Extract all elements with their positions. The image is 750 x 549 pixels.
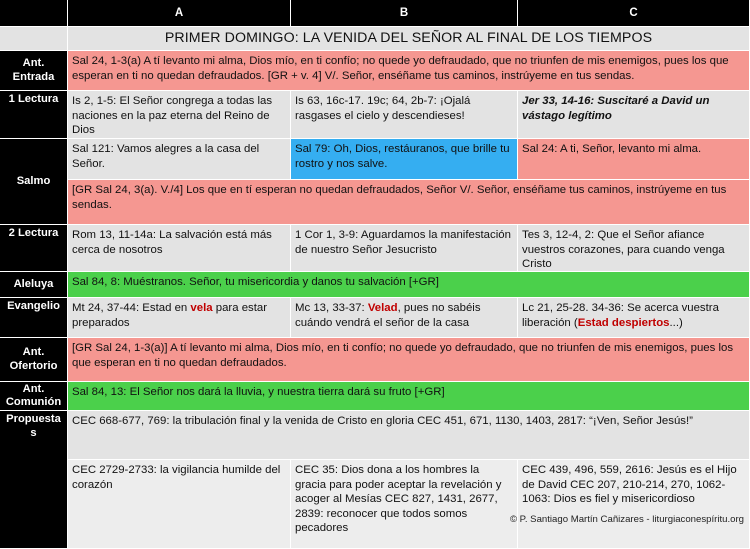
row-label-lectura1: 1 Lectura [0,91,68,139]
row-label-salmo: Salmo [0,139,68,225]
aleluya-text[interactable]: Sal 84, 8: Muéstranos. Señor, tu misericordia y danos tu salvación [+GR] [68,272,750,298]
row-label-ant-comunion: Ant. Comunión [0,382,68,411]
propuestas-general[interactable]: CEC 668-677, 769: la tribulación final y la venida de Cristo en gloria CEC 451, 671, 1130, 1403, 2817: “¡Ven, Señor Jesús!” [68,411,750,460]
copyright-credit: © P. Santiago Martín Cañizares - liturgiaconespíritu.org [509,514,744,525]
row-label-propuestas: Propuesta s [0,411,68,549]
lectura1-b[interactable]: Is 63, 16c-17. 19c; 64, 2b-7: ¡Ojalá rasgases el cielo y descendieses! [291,91,518,139]
ant-ofertorio-text[interactable]: [GR Sal 24, 1-3(a)] A tí levanto mi alma, Dios mío, en ti confío; no quede yo defraudado, que no triunfen de mis enemigos, pues los que esperan en ti no quedan defraudados. [68,338,750,382]
evangelio-b-highlight: Velad [367,302,398,314]
evangelio-a-text: Mt 24, 37-44: Estad en [72,302,191,314]
salmo-a[interactable]: Sal 121: Vamos alegres a la casa del Señor. [68,139,291,180]
evangelio-c-text-end: ...) [669,316,683,329]
evangelio-c[interactable] [518,298,750,338]
evangelio-b[interactable] [291,298,518,338]
lectura1-c[interactable]: Jer 33, 14-16: Suscitaré a David un vástago legítimo [518,91,750,139]
row-label-evangelio: Evangelio [0,298,68,338]
row-label-ant-ofertorio: Ant. Ofertorio [0,338,68,382]
ant-entrada-text[interactable]: Sal 24, 1-3(a) A tí levanto mi alma, Dios mío, en ti confío; no quede yo defraudado, que no triunfen de mis enemigos, pues los que esperan en ti no quedan defraudados. [GR + v. 4] V/. Señor, enséñame tus caminos, instrúyeme en tus sendas. [68,51,750,91]
row-label-lectura2: 2 Lectura [0,225,68,272]
evangelio-a-highlight: vela [190,302,213,314]
lectura2-c[interactable]: Tes 3, 12-4, 2: Que el Señor afiance vuestros corazones, para cuando venga Cristo [518,225,750,272]
salmo-b[interactable]: Sal 79: Oh, Dios, restáuranos, que brille tu rostro y nos salve. [291,139,518,180]
evangelio-a-text-end: para estar preparados [72,302,268,329]
evangelio-b-text: Mc 13, 33-37: [295,302,368,314]
column-header-c[interactable]: C [518,0,750,27]
row-label-aleluya: Aleluya [0,272,68,298]
evangelio-b-text-end: , pues no sabéis cuándo vendrá el señor de la casa [295,302,481,329]
row-label-ant-entrada: Ant. Entrada [0,51,68,91]
propuestas-a[interactable]: CEC 2729-2733: la vigilancia humilde del corazón [68,460,291,549]
salmo-gr[interactable]: [GR Sal 24, 3(a). V./4] Los que en tí esperan no quedan defraudados, Señor V/. Señor, enséñame tus caminos, instrúyeme en tus sendas. [68,180,750,225]
column-header-a[interactable]: A [68,0,291,27]
evangelio-c-text: Lc 21, 25-28. 34-36: Se acerca vuestra liberación ( [522,302,719,329]
corner-cell [0,0,68,27]
title-label-cell [0,27,68,51]
lectura2-b[interactable]: 1 Cor 1, 3-9: Aguardamos la manifestación de nuestro Señor Jesucristo [291,225,518,272]
page-title: PRIMER DOMINGO: LA VENIDA DEL SEÑOR AL FINAL DE LOS TIEMPOS [68,27,750,51]
lectura1-a[interactable]: Is 2, 1-5: El Señor congrega a todas las naciones en la paz eterna del Reino de Dios [68,91,291,139]
evangelio-a[interactable] [68,298,291,338]
column-header-b[interactable]: B [291,0,518,27]
salmo-c[interactable]: Sal 24: A ti, Señor, levanto mi alma. [518,139,750,180]
propuestas-b[interactable]: CEC 35: Dios dona a los hombres la gracia para poder aceptar la revelación y acoger al Mesías CEC 827, 1431, 2677, 2839: reconocer que todos somos pecadores [291,460,518,549]
ant-comunion-text[interactable]: Sal 84, 13: El Señor nos dará la lluvia, y nuestra tierra dará su fruto [+GR] [68,382,750,411]
lectura2-a[interactable]: Rom 13, 11-14a: La salvación está más cerca de nosotros [68,225,291,272]
propuestas-c[interactable]: CEC 439, 496, 559, 2616: Jesús es el Hijo de David CEC 207, 210-214, 270, 1062-1063: Dios es fiel y misericordioso [518,460,750,549]
evangelio-c-highlight: Estad despiertos [577,316,670,329]
